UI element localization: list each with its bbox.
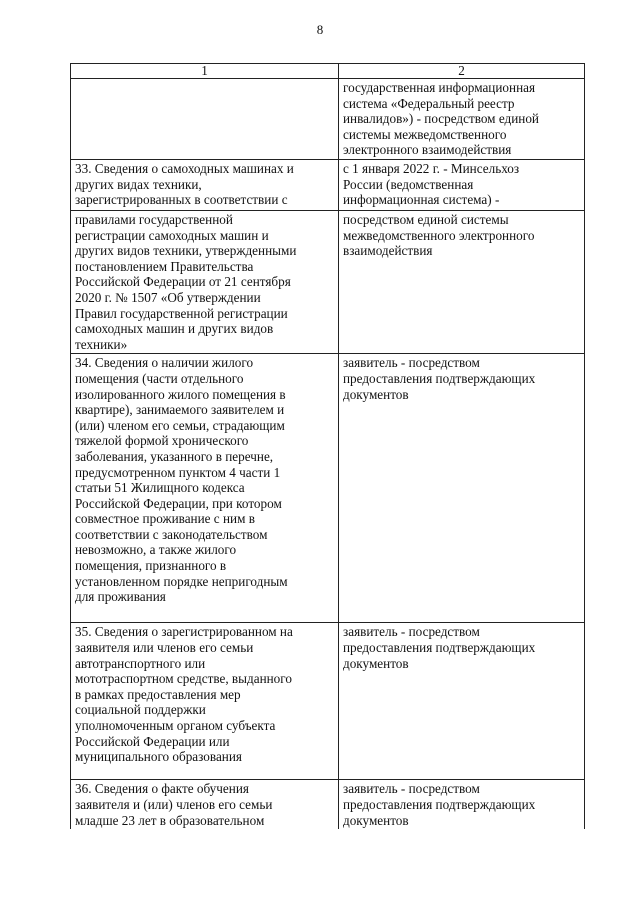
table-row [71,211,585,354]
cell-text: 33. Сведения о самоходных машинах и других видах техники, зарегистрированных в соответствии с [75,161,294,208]
table-cell-col2 [339,623,585,780]
cell-text: правилами государственной регистрации самоходных машин и других видов техники, утвержденными постановлением Правительства Российской Федерации от 21 сентября 2020 г. № 1507 «Об утверждении Правил государственной регистрации самоходных машин и других видов техники» [75,212,297,352]
table-cell-col2 [339,211,585,354]
table-cell-col2 [339,79,585,160]
table-row [71,623,585,780]
page-number: 8 [316,22,324,37]
table-row [71,79,585,160]
column-header-1: 1 [71,64,339,79]
cell-text: 36. Сведения о факте обучения заявителя и (или) членов его семьи младше 23 лет в образовательном [75,781,273,828]
table-cell-col1 [71,780,339,829]
column-header-2: 2 [339,64,585,79]
table-cell-col1 [71,354,339,623]
table-cell-col1 [71,79,339,160]
cell-text: посредством единой системы межведомственного электронного взаимодействия [343,212,535,259]
cell-text: 35. Сведения о зарегистрированном на заявителя или членов его семьи автотранспортного или мототраспортном средстве, выданного в рамках предоставления мер социальной поддержки уполномоченным органом субъекта Российской Федерации или муниципального образования [75,624,293,765]
table-row [71,354,585,623]
table-cell-col2 [339,354,585,623]
table-cell-col1 [71,211,339,354]
cell-text: с 1 января 2022 г. - Минсельхоз России (ведомственная информационная система) - [343,161,520,208]
cell-text: заявитель - посредством предоставления подтверждающих документов [343,355,536,402]
cell-text: заявитель - посредством предоставления подтверждающих документов [343,781,536,828]
table-cell-col2 [339,780,585,829]
cell-text: 34. Сведения о наличии жилого помещения (части отдельного изолированного жилого помещения в квартире), занимаемого заявителем и (или) членом его семьи, страдающим тяжелой формой хронического заболевания, указанного в перечне, предусмотренном пунктом 4 части 1 статьи 51 Жилищного кодекса Российской Федерации, при котором совместное проживание с ним в соответствии с законодательством невозможно, а также жилого помещения, признанного в установленном порядке непригодным для проживания [75,355,288,605]
table-header-row [71,64,585,79]
table-cell-col2 [339,160,585,211]
table-row [71,780,585,829]
cell-text: заявитель - посредством предоставления подтверждающих документов [343,624,536,671]
cell-text: государственная информационная система «Федеральный реестр инвалидов») - посредством единой системы межведомственного электронного взаимодействия [343,80,539,158]
table-cell-col1 [71,623,339,780]
table-cell-col1 [71,160,339,211]
data-table [70,63,585,829]
table-row [71,160,585,211]
